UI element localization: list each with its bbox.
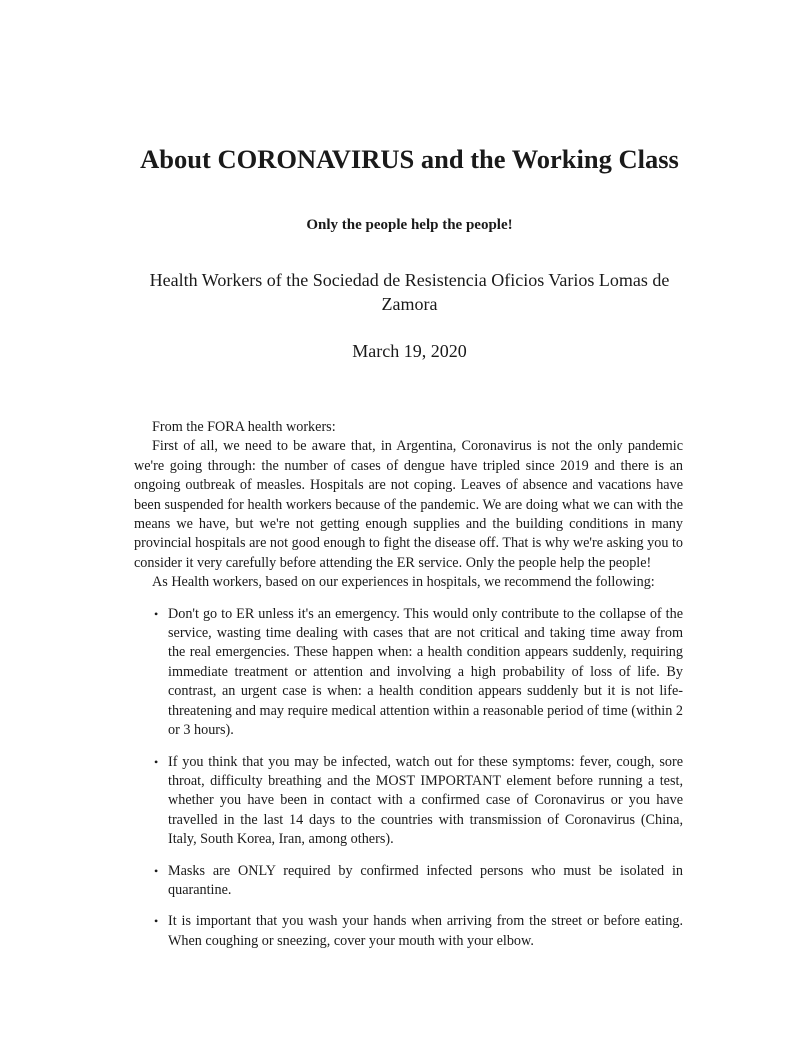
bullet-icon: • xyxy=(154,914,159,929)
recommendations-lead-paragraph: As Health workers, based on our experiences in hospitals, we recommend the following: xyxy=(152,574,655,591)
list-item xyxy=(154,753,683,850)
bullet-icon: • xyxy=(154,754,159,769)
list-item-text: Masks are ONLY required by confirmed infected persons who must be isolated in quarantine. xyxy=(168,862,683,898)
intro-paragraph: From the FORA health workers: xyxy=(152,419,336,435)
list-item xyxy=(154,605,683,741)
document-title: About CORONAVIRUS and the Working Class xyxy=(140,144,679,174)
list-item xyxy=(154,862,683,901)
document-body xyxy=(134,418,683,963)
bullet-icon: • xyxy=(154,863,159,878)
list-item xyxy=(154,912,683,951)
bullet-icon: • xyxy=(154,606,159,621)
list-item-text: If you think that you may be infected, watch out for these symptoms: fever, cough, sore throat, difficulty breathing and the MOST IMPORTANT element before running a test, whether you have been in contact with a confirmed case of Coronavirus or you have travelled in the last 14 days to the countries with transmission of Coronavirus (China, Italy, South Korea, Iran, among others). xyxy=(168,753,683,848)
list-item-text: It is important that you wash your hands when arriving from the street or before eating. When coughing or sneezing, cover your mouth with your elbow. xyxy=(168,913,683,949)
context-paragraph: First of all, we need to be aware that, in Argentina, Coronavirus is not the only pandemic we're going through: the number of cases of dengue have tripled since 2019 and there is an ongoing outbreak of measles. Hospitals are not coping. Leaves of absence and vacations have been suspended for health workers because of the pandemic. We are doing what we can with the means we have, but we're not getting enough supplies and the building conditions in many provincial hospitals are not good enough to fight the disease off. That is why we're asking you to consider it very carefully before attending the ER service. Only the people help the people! xyxy=(134,438,683,571)
recommendations-list xyxy=(134,605,683,952)
list-item-text: Don't go to ER unless it's an emergency. This would only contribute to the collapse of the service, wasting time dealing with cases that are not critical and taking time away from the real emergencies. These happen when: a health condition appears suddenly, requiring immediate treatment or attention and involving a high probability of loss of life. By contrast, an urgent case is when: a health condition appears suddenly but it is not life-threatening and may require medical attention within a reasonable period of time (within 2 or 3 hours). xyxy=(168,605,683,739)
document-date: March 19, 2020 xyxy=(352,341,467,361)
document-subtitle: Only the people help the people! xyxy=(306,217,513,233)
document-author: Health Workers of the Sociedad de Resistencia Oficios Varios Lomas de Zamora xyxy=(149,270,670,314)
